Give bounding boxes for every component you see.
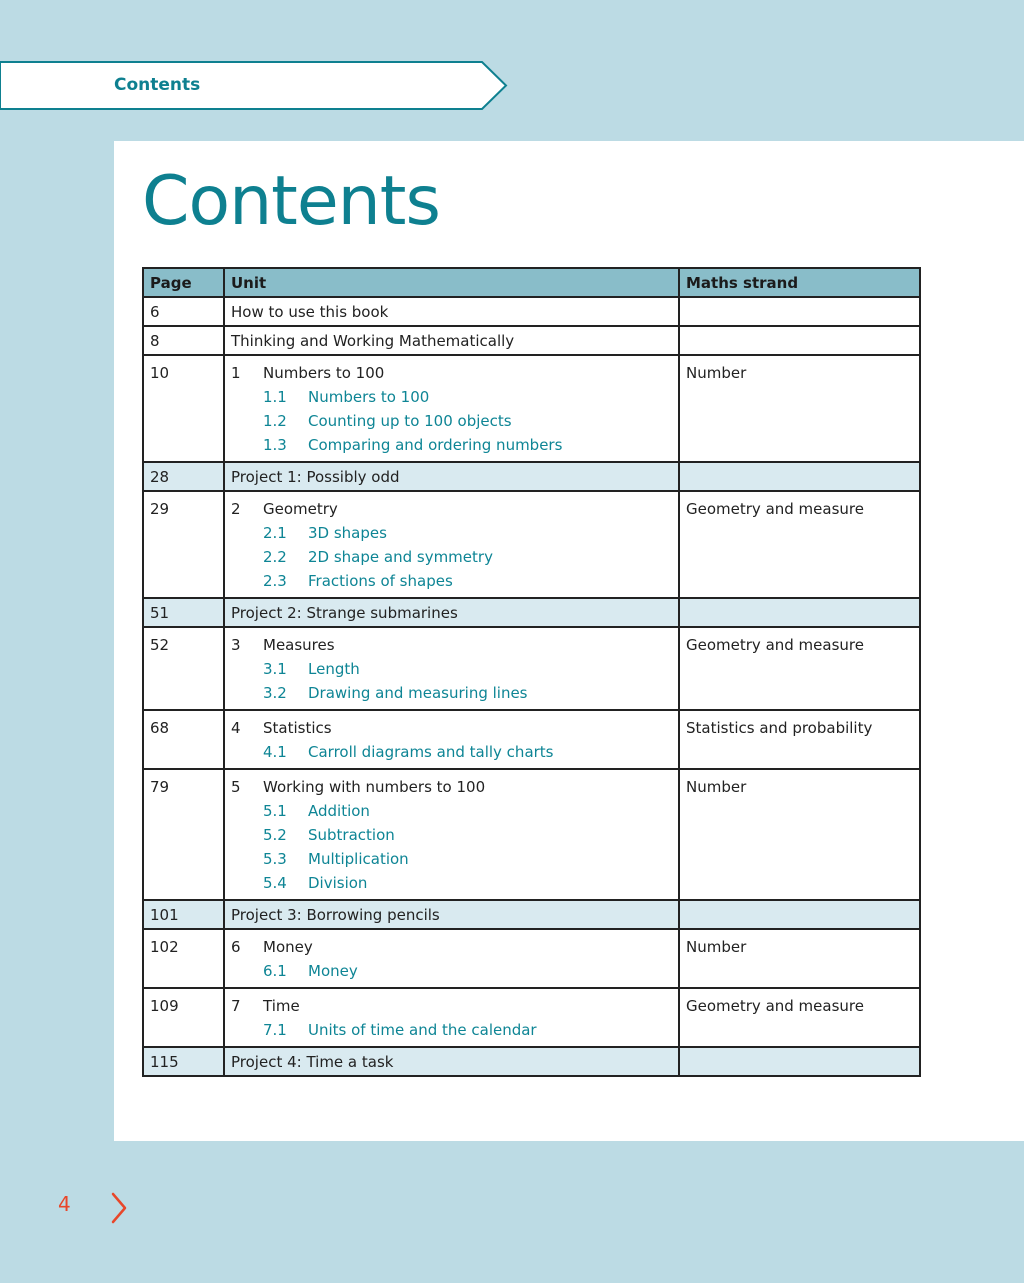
- row-maths-strand: Statistics and probability: [679, 710, 920, 769]
- subunit-link[interactable]: [231, 409, 672, 433]
- subunit-title: Subtraction: [308, 826, 395, 844]
- subunit-title: Addition: [308, 802, 370, 820]
- subunit-title: Money: [308, 962, 358, 980]
- subunit-number: 1.1: [263, 388, 287, 406]
- tab-arrow-shape: [0, 61, 508, 110]
- project-title: Project 1: Possibly odd: [231, 468, 400, 486]
- subunit-number: 5.4: [263, 874, 287, 892]
- table-row: [143, 297, 920, 326]
- subunit-title: Fractions of shapes: [308, 572, 453, 590]
- subunit-link[interactable]: [231, 1018, 672, 1042]
- table-row: [143, 355, 920, 462]
- unit-number: 4: [231, 719, 241, 737]
- row-unit-cell: [224, 900, 679, 929]
- chevron-right-icon[interactable]: [110, 1192, 128, 1224]
- table-row: [143, 462, 920, 491]
- subunit-link[interactable]: [231, 799, 672, 823]
- row-maths-strand: [679, 462, 920, 491]
- row-unit-cell: [224, 355, 679, 462]
- row-page-number: 6: [143, 297, 224, 326]
- unit-title: Working with numbers to 100: [263, 778, 486, 796]
- unit-heading: [231, 497, 672, 521]
- subunit-title: Length: [308, 660, 360, 678]
- row-page-number: 28: [143, 462, 224, 491]
- row-page-number: 10: [143, 355, 224, 462]
- subunit-title: Comparing and ordering numbers: [308, 436, 563, 454]
- subunit-title: Numbers to 100: [308, 388, 430, 406]
- row-unit-cell: [224, 297, 679, 326]
- unit-number: 6: [231, 938, 241, 956]
- row-page-number: 51: [143, 598, 224, 627]
- table-header-row: [143, 268, 920, 297]
- table-row: [143, 929, 920, 988]
- subunit-number: 5.1: [263, 802, 287, 820]
- row-unit-cell: [224, 598, 679, 627]
- unit-title: Time: [263, 997, 300, 1015]
- row-unit-cell: [224, 462, 679, 491]
- row-unit-cell: [224, 710, 679, 769]
- subunit-number: 7.1: [263, 1021, 287, 1039]
- unit-heading: [231, 361, 672, 385]
- row-page-number: 52: [143, 627, 224, 710]
- project-title: Project 4: Time a task: [231, 1053, 394, 1071]
- subunit-title: Multiplication: [308, 850, 409, 868]
- subunit-link[interactable]: [231, 823, 672, 847]
- table-row: [143, 988, 920, 1047]
- row-maths-strand: Geometry and measure: [679, 491, 920, 598]
- unit-heading: [231, 633, 672, 657]
- unit-heading: [231, 935, 672, 959]
- subunit-number: 3.1: [263, 660, 287, 678]
- subunit-number: 4.1: [263, 743, 287, 761]
- table-row: [143, 326, 920, 355]
- row-maths-strand: Geometry and measure: [679, 627, 920, 710]
- unit-heading: [231, 716, 672, 740]
- row-unit-cell: [224, 326, 679, 355]
- section-tab: [0, 61, 508, 110]
- subunit-link[interactable]: [231, 959, 672, 983]
- subunit-link[interactable]: [231, 847, 672, 871]
- row-page-number: 29: [143, 491, 224, 598]
- unit-number: 7: [231, 997, 241, 1015]
- row-maths-strand: Number: [679, 769, 920, 900]
- row-page-number: 101: [143, 900, 224, 929]
- subunit-number: 6.1: [263, 962, 287, 980]
- unit-number: 3: [231, 636, 241, 654]
- project-title: Project 2: Strange submarines: [231, 604, 458, 622]
- unit-number: 5: [231, 778, 241, 796]
- subunit-title: 3D shapes: [308, 524, 387, 542]
- header-page: Page: [143, 268, 224, 297]
- page-title: Contents: [142, 162, 440, 241]
- row-unit-cell: [224, 491, 679, 598]
- row-unit-cell: [224, 769, 679, 900]
- row-unit-cell: [224, 988, 679, 1047]
- subunit-title: 2D shape and symmetry: [308, 548, 493, 566]
- unit-title: Geometry: [263, 500, 338, 518]
- table-row: [143, 491, 920, 598]
- page-number: 4: [58, 1192, 71, 1216]
- row-unit-cell: [224, 929, 679, 988]
- row-maths-strand: Number: [679, 355, 920, 462]
- row-page-number: 102: [143, 929, 224, 988]
- subunit-number: 2.3: [263, 572, 287, 590]
- unit-heading: [231, 775, 672, 799]
- row-maths-strand: [679, 598, 920, 627]
- section-title: How to use this book: [231, 303, 389, 321]
- table-row: [143, 627, 920, 710]
- subunit-number: 2.2: [263, 548, 287, 566]
- contents-table: [142, 267, 921, 1077]
- table-body: [143, 297, 920, 1076]
- subunit-link[interactable]: [231, 657, 672, 681]
- subunit-link[interactable]: [231, 521, 672, 545]
- subunit-link[interactable]: [231, 545, 672, 569]
- header-unit: Unit: [224, 268, 679, 297]
- section-title: Thinking and Working Mathematically: [231, 332, 515, 350]
- tab-label: Contents: [114, 75, 201, 95]
- row-maths-strand: [679, 326, 920, 355]
- unit-number: 2: [231, 500, 241, 518]
- row-page-number: 115: [143, 1047, 224, 1076]
- row-unit-cell: [224, 627, 679, 710]
- unit-number: 1: [231, 364, 241, 382]
- table-row: [143, 900, 920, 929]
- header-strand: Maths strand: [679, 268, 920, 297]
- unit-title: Statistics: [263, 719, 332, 737]
- subunit-number: 3.2: [263, 684, 287, 702]
- unit-heading: [231, 994, 672, 1018]
- table-row: [143, 1047, 920, 1076]
- unit-title: Money: [263, 938, 313, 956]
- row-page-number: 109: [143, 988, 224, 1047]
- subunit-title: Counting up to 100 objects: [308, 412, 512, 430]
- row-unit-cell: [224, 1047, 679, 1076]
- table-row: [143, 598, 920, 627]
- subunit-number: 5.3: [263, 850, 287, 868]
- subunit-title: Division: [308, 874, 368, 892]
- subunit-number: 1.2: [263, 412, 287, 430]
- subunit-title: Units of time and the calendar: [308, 1021, 537, 1039]
- subunit-link[interactable]: [231, 433, 672, 457]
- row-page-number: 79: [143, 769, 224, 900]
- row-maths-strand: [679, 1047, 920, 1076]
- project-title: Project 3: Borrowing pencils: [231, 906, 440, 924]
- subunit-number: 2.1: [263, 524, 287, 542]
- table-row: [143, 769, 920, 900]
- unit-title: Numbers to 100: [263, 364, 385, 382]
- row-page-number: 68: [143, 710, 224, 769]
- row-maths-strand: Geometry and measure: [679, 988, 920, 1047]
- subunit-title: Carroll diagrams and tally charts: [308, 743, 554, 761]
- row-page-number: 8: [143, 326, 224, 355]
- subunit-link[interactable]: [231, 740, 672, 764]
- subunit-number: 1.3: [263, 436, 287, 454]
- subunit-link[interactable]: [231, 569, 672, 593]
- row-maths-strand: Number: [679, 929, 920, 988]
- table-row: [143, 710, 920, 769]
- row-maths-strand: [679, 297, 920, 326]
- subunit-link[interactable]: [231, 385, 672, 409]
- row-maths-strand: [679, 900, 920, 929]
- subunit-number: 5.2: [263, 826, 287, 844]
- subunit-link[interactable]: [231, 871, 672, 895]
- unit-title: Measures: [263, 636, 335, 654]
- subunit-title: Drawing and measuring lines: [308, 684, 528, 702]
- subunit-link[interactable]: [231, 681, 672, 705]
